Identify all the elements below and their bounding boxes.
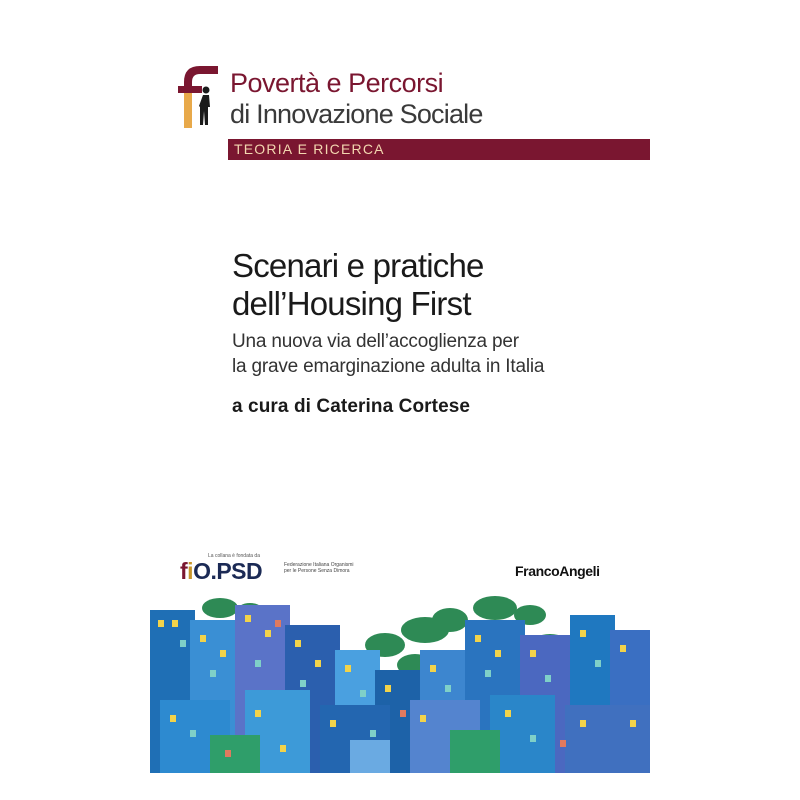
book-editor: a cura di Caterina Cortese — [232, 396, 471, 417]
series-section-bar — [228, 139, 650, 160]
book-title-line1: Scenari e pratiche — [232, 247, 484, 284]
publisher-logo: FrancoAngeli — [515, 563, 600, 579]
fio-logo-rest: O.PSD — [193, 558, 263, 584]
fio-psd-logo — [180, 558, 262, 585]
fio-logo-io: i — [187, 558, 194, 584]
series-title-line1: Povertà e Percorsi — [230, 68, 444, 98]
series-title-line2: di Innovazione Sociale — [230, 99, 483, 129]
city-illustration — [150, 590, 650, 773]
fio-subtitle-line1: Federazione Italiana Organismi — [284, 562, 354, 568]
series-section-label: TEORIA E RICERCA — [234, 141, 385, 157]
book-subtitle — [232, 329, 544, 379]
book-subtitle-line2: la grave emarginazione adulta in Italia — [232, 356, 545, 377]
fio-note: La collana è fondata da — [208, 553, 260, 559]
book-subtitle-line1: Una nuova via dell’accoglienza per — [232, 331, 519, 352]
book-title — [232, 247, 484, 323]
book-title-line2: dell’Housing First — [232, 285, 471, 322]
fio-subtitle-line2: per le Persone Senza Dimora — [284, 568, 350, 574]
fio-subtitle — [284, 562, 354, 574]
fio-logo-fi: f — [180, 558, 188, 584]
series-logo-icon — [178, 62, 224, 128]
